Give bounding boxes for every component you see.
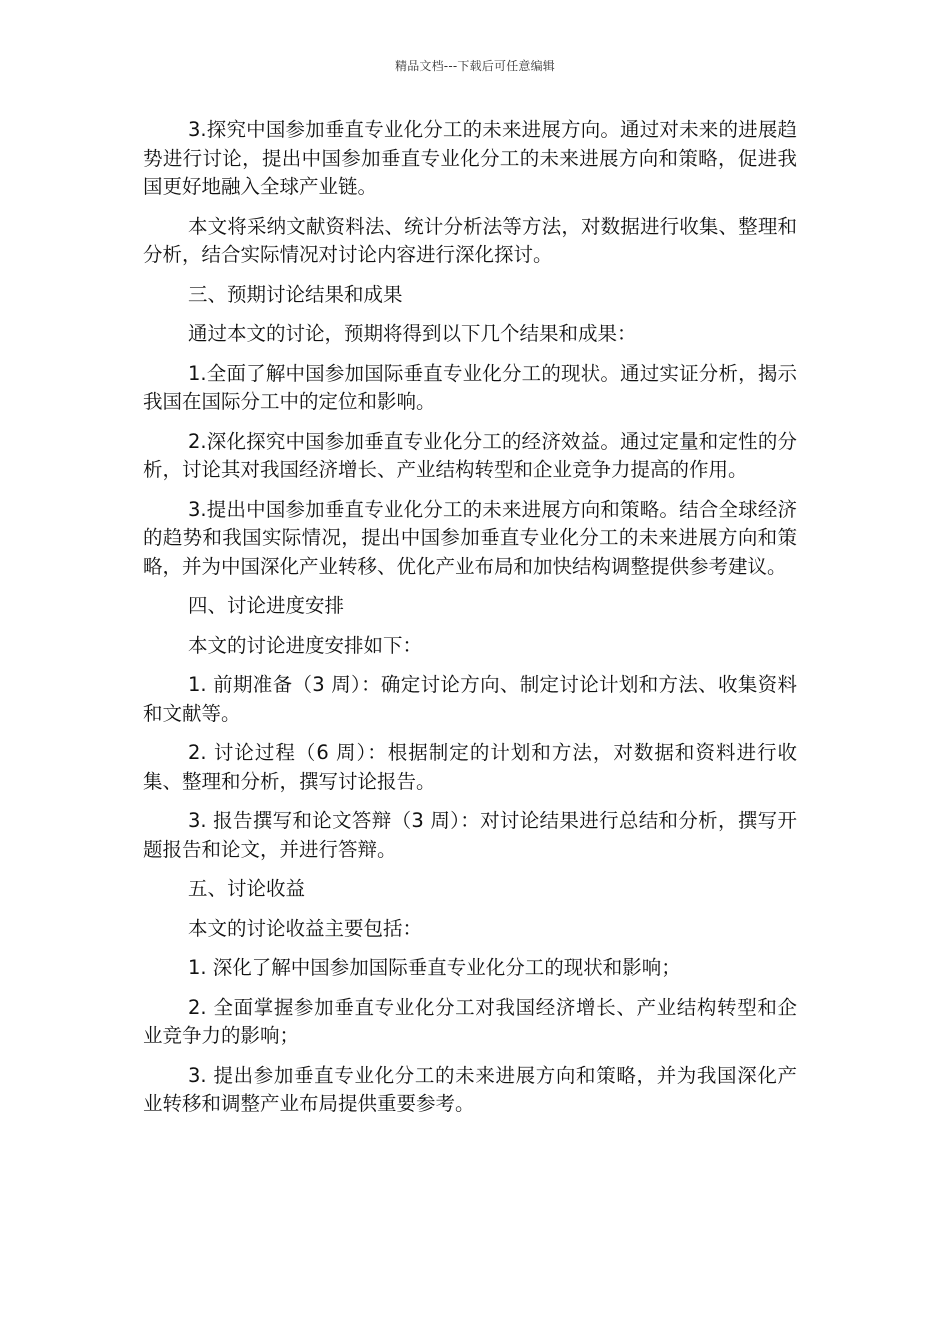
- list-item-benefit-3: 3. 提出参加垂直专业化分工的未来进展方向和策略，并为我国深化产业转移和调整产业布局提供重要参考。: [143, 1063, 797, 1115]
- list-item-benefit-2: 2. 全面掌握参加垂直专业化分工对我国经济增长、产业结构转型和企业竞争力的影响；: [143, 995, 797, 1047]
- section-heading-expected-results: 三、预期讨论结果和成果: [188, 282, 403, 306]
- list-item-schedule-3: 3. 报告撰写和论文答辩（3 周）：对讨论结果进行总结和分析，撰写开题报告和论文，并进行答辩。: [143, 809, 797, 861]
- paragraph-benefits-intro: 本文的讨论收益主要包括：: [188, 916, 423, 940]
- paragraph-research-direction: 3.探究中国参加垂直专业化分工的未来进展方向。通过对未来的进展趋势进行讨论，提出中国参加垂直专业化分工的未来进展方向和策略，促进我国更好地融入全球产业链。: [143, 118, 797, 198]
- section-heading-schedule: 四、讨论进度安排: [188, 594, 345, 617]
- list-item-schedule-1: 1. 前期准备（3 周）：确定讨论方向、制定讨论计划和方法、收集资料和文献等。: [143, 673, 797, 725]
- list-item-schedule-2: 2. 讨论过程（6 周）：根据制定的计划和方法，对数据和资料进行收集、整理和分析，撰写讨论报告。: [143, 741, 797, 793]
- paragraph-methods: 本文将采纳文献资料法、统计分析法等方法，对数据进行收集、整理和分析，结合实际情况对讨论内容进行深化探讨。: [143, 214, 797, 266]
- list-item-result-3: 3.提出中国参加垂直专业化分工的未来进展方向和策略。结合全球经济的趋势和我国实际情况，提出中国参加垂直专业化分工的未来进展方向和策略，并为中国深化产业转移、优化产业布局和加快结构调整提供参考建议。: [143, 497, 797, 578]
- list-item-result-1: 1.全面了解中国参加国际垂直专业化分工的现状。通过实证分析，揭示我国在国际分工中的定位和影响。: [143, 361, 797, 413]
- page-header: 精品文档---下载后可任意编辑: [395, 59, 555, 73]
- section-heading-benefits: 五、讨论收益: [188, 877, 306, 900]
- paragraph-schedule-intro: 本文的讨论进度安排如下：: [188, 633, 423, 657]
- document-body: [143, 116, 797, 1130]
- paragraph-results-intro: 通过本文的讨论，预期将得到以下几个结果和成果：: [188, 322, 637, 345]
- list-item-benefit-1: 1. 深化了解中国参加国际垂直专业化分工的现状和影响；: [188, 956, 681, 979]
- list-item-result-2: 2.深化探究中国参加垂直专业化分工的经济效益。通过定量和定性的分析，讨论其对我国经济增长、产业结构转型和企业竞争力提高的作用。: [143, 429, 797, 481]
